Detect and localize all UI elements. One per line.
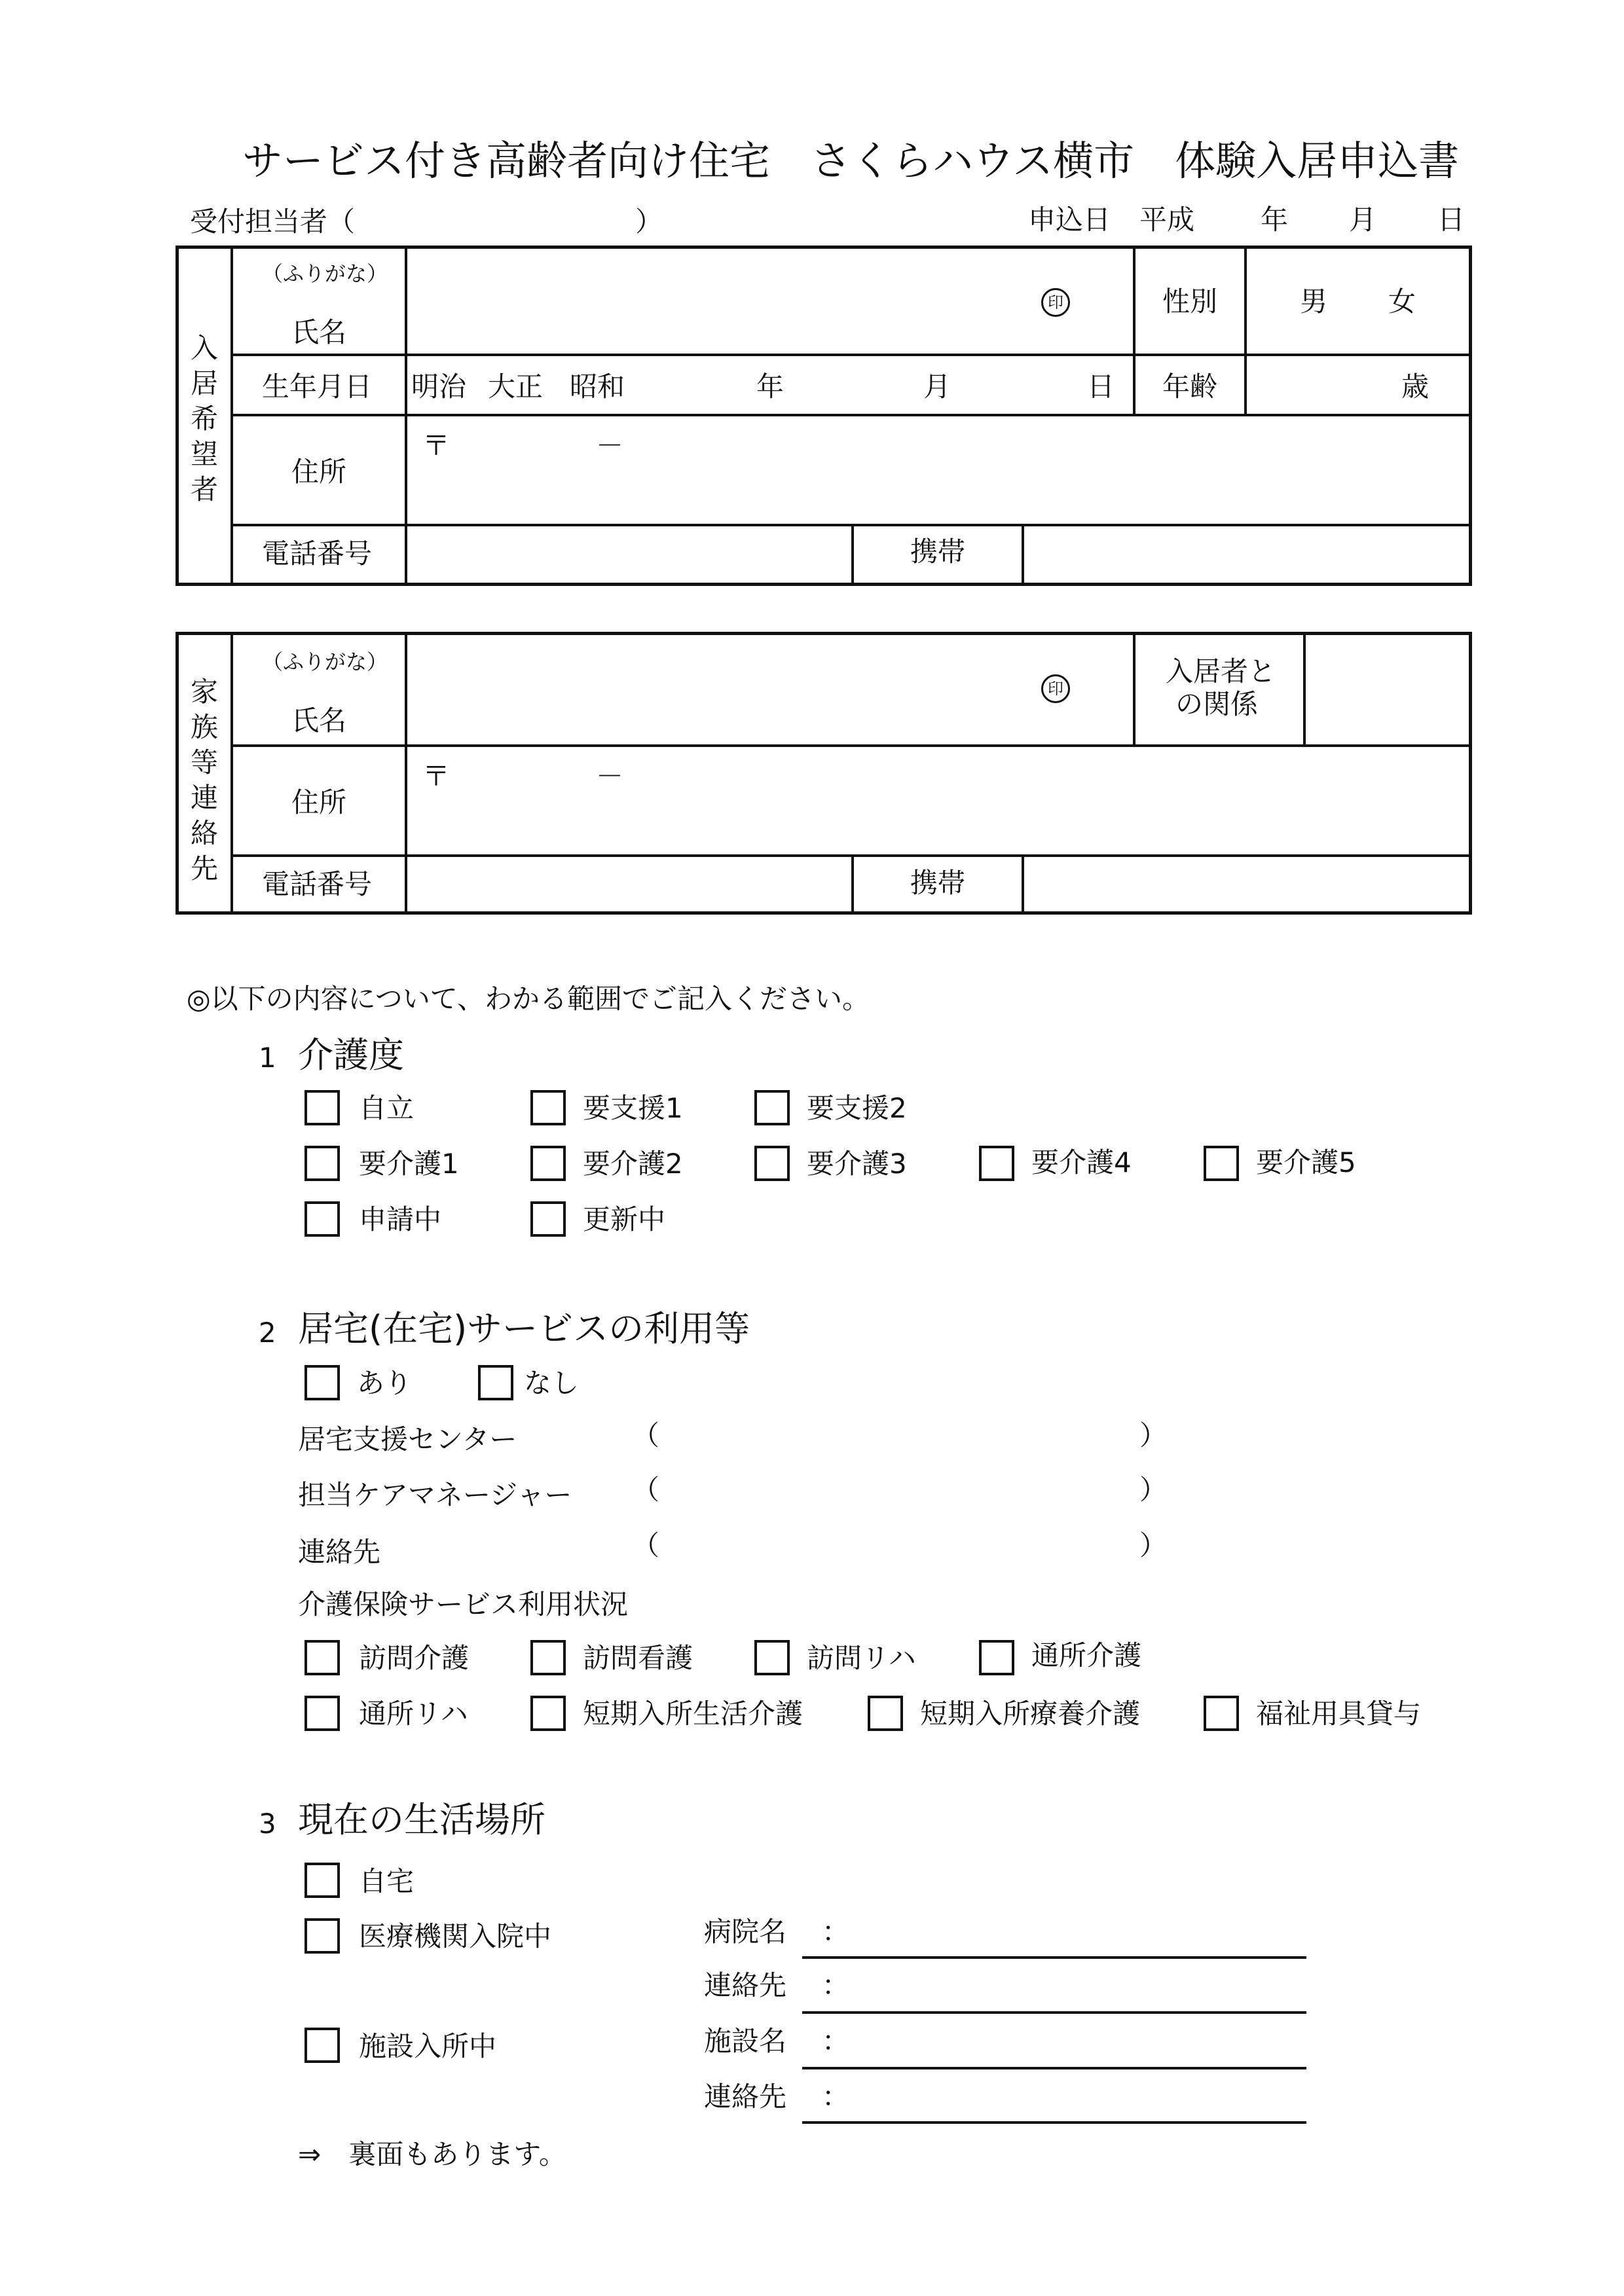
date-label: 申込日 [1028, 204, 1111, 236]
care-center-field[interactable] [661, 1417, 1133, 1457]
hospital-contact-field[interactable] [845, 1963, 1306, 2009]
postal-mark: 〒 [422, 429, 451, 462]
hospital-contact-label: 連絡先 [704, 1969, 787, 2001]
era-showa-option[interactable]: 昭和 [570, 371, 625, 403]
facility-contact-label: 連絡先 [704, 2081, 787, 2113]
era-taisho-option[interactable]: 大正 [488, 371, 544, 403]
colon: ： [822, 1969, 850, 2001]
family-address-label: 住所 [291, 786, 347, 818]
short-stay-living-checkbox[interactable] [530, 1696, 566, 1731]
relation-label-line1: 入居者と [1166, 655, 1276, 687]
footer-note: ⇒ 裏面もあります。 [298, 2138, 566, 2170]
family-section-label: 家 族 等 連 絡 先 [190, 676, 218, 884]
home-visit-nursing-checkbox[interactable] [530, 1640, 566, 1675]
relation-label-line2: の関係 [1175, 688, 1259, 720]
section2-number: 2 [259, 1317, 276, 1349]
service-option-label: 訪問介護 [359, 1642, 470, 1674]
care-option-label: 更新中 [583, 1203, 666, 1235]
service-no-label: なし [524, 1367, 580, 1399]
family-furigana-label: （ふりがな） [262, 649, 388, 674]
facility-contact-field[interactable] [845, 2073, 1306, 2119]
living-option-label: 施設入所中 [359, 2030, 497, 2062]
applicant-section-label: 入 居 希 望 者 [190, 332, 218, 505]
hospital-name-label: 病院名 [704, 1916, 787, 1948]
sex-female-option[interactable]: 女 [1388, 285, 1416, 318]
age-field[interactable] [1247, 357, 1398, 412]
care-center-label: 居宅支援センター [298, 1423, 517, 1455]
applicant-address-label: 住所 [291, 456, 347, 488]
day-rehab-checkbox[interactable] [304, 1696, 340, 1731]
facility-name-label: 施設名 [704, 2025, 787, 2057]
home-visit-rehab-checkbox[interactable] [754, 1640, 790, 1675]
applicant-mobile-field[interactable] [1025, 528, 1467, 583]
paren-close: ） [1139, 1474, 1168, 1506]
service-option-label: 訪問看護 [583, 1642, 693, 1674]
living-option-label: 医療機関入院中 [359, 1920, 552, 1952]
birth-year-unit: 年 [756, 371, 784, 403]
home-visit-care-checkbox[interactable] [304, 1640, 340, 1675]
birth-day-unit: 日 [1087, 371, 1115, 403]
short-stay-medical-checkbox[interactable] [868, 1696, 903, 1731]
family-phone-field[interactable] [409, 858, 848, 912]
paren-open: （ [632, 1529, 660, 1561]
care-support2-checkbox[interactable] [754, 1090, 790, 1125]
service-contact-label: 連絡先 [298, 1536, 381, 1568]
care-applying-checkbox[interactable] [304, 1201, 340, 1237]
living-facility-checkbox[interactable] [304, 2028, 340, 2063]
care-option-label: 要介護4 [1031, 1146, 1132, 1178]
page-title: サービス付き高齢者向け住宅 さくらハウス横市 体験入居申込書 [242, 137, 1460, 185]
era-meiji-option[interactable]: 明治 [411, 371, 467, 403]
sex-label: 性別 [1162, 285, 1218, 318]
receiver-label: 受付担当者（ [190, 206, 356, 238]
age-unit: 歳 [1401, 371, 1430, 403]
sex-male-option[interactable]: 男 [1300, 285, 1328, 318]
paren-close: ） [1139, 1529, 1168, 1561]
birth-month-unit: 月 [923, 371, 951, 403]
living-hospital-checkbox[interactable] [304, 1918, 340, 1954]
care-level2-checkbox[interactable] [530, 1146, 566, 1181]
service-yes-checkbox[interactable] [304, 1365, 340, 1400]
care-level1-checkbox[interactable] [304, 1146, 340, 1181]
section3-heading: 現在の生活場所 [298, 1799, 545, 1840]
hospital-name-field[interactable] [845, 1908, 1306, 1954]
care-level4-checkbox[interactable] [979, 1146, 1014, 1181]
service-yes-label: あり [357, 1367, 413, 1399]
family-name-field[interactable] [409, 635, 1130, 741]
care-manager-field[interactable] [661, 1473, 1133, 1512]
service-option-label: 訪問リハ [807, 1642, 916, 1674]
service-option-label: 短期入所療養介護 [920, 1698, 1141, 1730]
care-level5-checkbox[interactable] [1204, 1146, 1239, 1181]
care-option-label: 申請中 [359, 1203, 442, 1235]
service-option-label: 通所介護 [1031, 1639, 1142, 1671]
care-manager-label: 担当ケアマネージャー [298, 1479, 572, 1511]
applicant-name-field[interactable] [409, 249, 1130, 350]
care-level3-checkbox[interactable] [754, 1146, 790, 1181]
applicant-phone-label: 電話番号 [262, 538, 373, 570]
service-option-label: 短期入所生活介護 [583, 1698, 803, 1730]
section2-heading: 居宅(在宅)サービスの利用等 [298, 1308, 750, 1349]
welfare-equipment-checkbox[interactable] [1204, 1696, 1239, 1731]
date-era: 平成 [1139, 204, 1195, 236]
paren-close: ） [1139, 1419, 1168, 1451]
day-care-checkbox[interactable] [979, 1640, 1014, 1675]
applicant-mobile-label: 携帯 [910, 536, 966, 568]
care-option-label: 要介護1 [359, 1148, 459, 1180]
living-option-label: 自宅 [359, 1865, 415, 1897]
service-option-label: 福祉用具貸与 [1256, 1698, 1422, 1730]
care-independent-checkbox[interactable] [304, 1090, 340, 1125]
age-label: 年齢 [1162, 371, 1218, 403]
birthdate-label: 生年月日 [262, 371, 373, 403]
family-phone-label: 電話番号 [262, 868, 373, 900]
intro-text: ◎以下の内容について、わかる範囲でご記入ください。 [187, 983, 870, 1015]
colon: ： [822, 2025, 850, 2057]
family-seal-mark: 印 [1041, 674, 1070, 703]
section3-number: 3 [259, 1808, 276, 1840]
service-contact-field[interactable] [661, 1529, 1133, 1568]
family-mobile-label: 携帯 [910, 867, 966, 899]
postal-dash: － [596, 429, 624, 462]
care-support1-checkbox[interactable] [530, 1090, 566, 1125]
service-option-label: 通所リハ [359, 1698, 468, 1730]
service-no-checkbox[interactable] [478, 1365, 513, 1400]
family-postal-mark: 〒 [422, 760, 451, 792]
relation-field[interactable] [1307, 635, 1467, 741]
family-postal-dash: － [596, 760, 624, 792]
paren-open: （ [632, 1419, 660, 1451]
applicant-seal-mark: 印 [1041, 288, 1070, 317]
section1-heading: 介護度 [298, 1034, 404, 1076]
applicant-address-field[interactable] [409, 419, 1467, 520]
care-renewing-checkbox[interactable] [530, 1201, 566, 1237]
section1-number: 1 [259, 1042, 276, 1074]
receiver-close: ） [635, 206, 663, 238]
family-mobile-field[interactable] [1025, 858, 1467, 912]
colon: ： [822, 2081, 850, 2113]
date-year: 年 [1261, 204, 1289, 236]
family-name-label: 氏名 [291, 704, 347, 737]
date-day: 日 [1437, 204, 1466, 236]
date-month: 月 [1349, 204, 1377, 236]
living-home-checkbox[interactable] [304, 1863, 340, 1898]
care-option-label: 要支援2 [807, 1092, 907, 1124]
facility-name-field[interactable] [845, 2018, 1306, 2064]
applicant-phone-field[interactable] [409, 528, 848, 583]
family-address-field[interactable] [409, 750, 1467, 851]
care-option-label: 要支援1 [583, 1092, 683, 1124]
care-option-label: 要介護5 [1256, 1146, 1356, 1178]
applicant-furigana-label: （ふりがな） [262, 261, 388, 286]
colon: ： [822, 1916, 850, 1948]
paren-open: （ [632, 1474, 660, 1506]
care-option-label: 自立 [359, 1092, 415, 1124]
applicant-name-label: 氏名 [291, 316, 347, 348]
care-option-label: 要介護2 [583, 1148, 683, 1180]
usage-label: 介護保険サービス利用状況 [298, 1588, 629, 1620]
care-option-label: 要介護3 [807, 1148, 907, 1180]
